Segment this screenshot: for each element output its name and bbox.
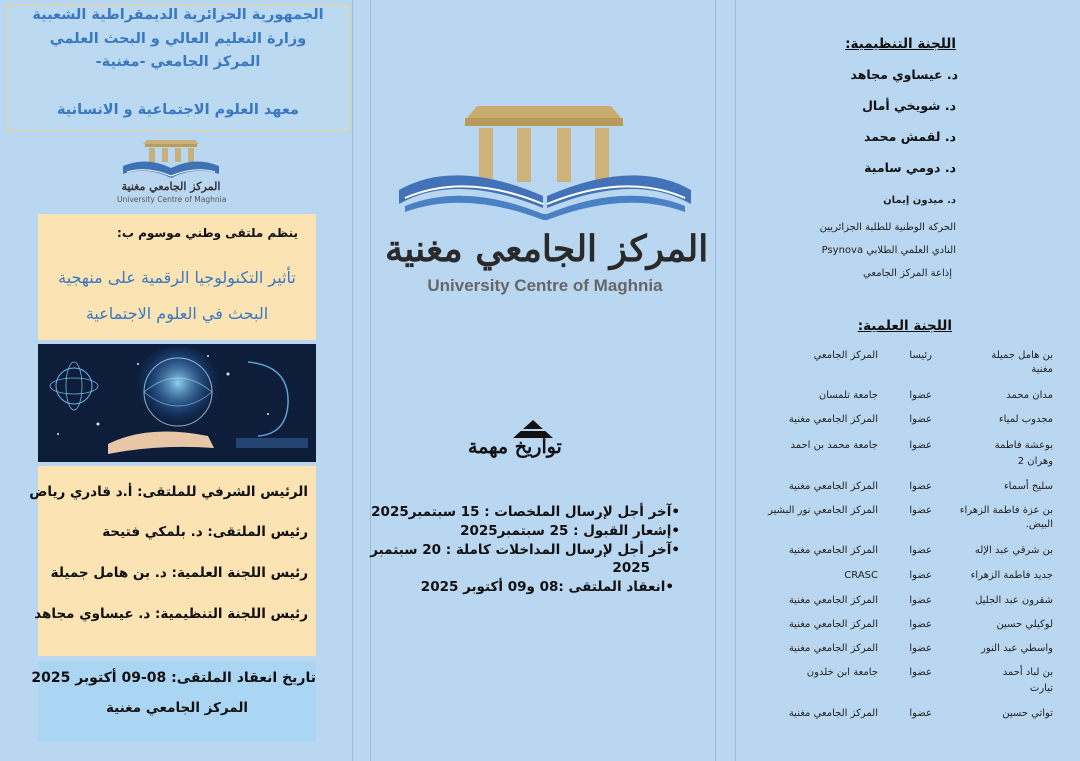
sci-row-name: تواتي حسين <box>1002 708 1053 719</box>
sci-row-name: بوعشة فاطمة <box>994 440 1053 451</box>
sci-row-role: عضوا <box>909 390 932 401</box>
header-line-2: وزارة التعليم العالي و البحث العلمي <box>49 31 307 47</box>
date-item-abstracts: •آخر أجل لإرسال الملخصات : 15 سبتمبر2025 <box>371 504 680 520</box>
column-divider-4 <box>735 0 736 761</box>
conference-title-line-2: البحث في العلوم الاجتماعية <box>85 304 269 323</box>
sci-row-inst: المركز الجامعي مغنية <box>788 481 878 492</box>
column-divider-3 <box>715 0 716 761</box>
organizes-label: ينظم ملتقى وطني موسوم ب: <box>117 226 298 240</box>
large-logo-arabic: المركز الجامعي مغنية <box>385 228 709 270</box>
org-extra-3: إذاعة المركز الجامعي <box>863 268 952 279</box>
column-divider-1 <box>352 0 353 761</box>
sci-row-inst: المركز الجامعي مغنية <box>788 545 878 556</box>
org-extra-2: النادي العلمي الطلابي Psynova <box>821 245 956 256</box>
conference-title-line-1: تأثير التكنولوجيا الرقمية على منهجية <box>58 268 296 287</box>
sci-row-name: البيض. <box>1025 519 1053 530</box>
sci-row-inst: المركز الجامعي <box>813 350 878 361</box>
header-line-4: معهد العلوم الاجتماعية و الانسانية <box>56 102 300 118</box>
sci-row-role: عضوا <box>909 595 932 606</box>
sci-row-name: شقرون عبد الجليل <box>975 595 1053 606</box>
sci-row-name: مغنية <box>1031 364 1053 375</box>
date-item-acceptance: •إشعار القبول : 25 سبتمبر2025 <box>460 523 680 539</box>
conference-place-line: المركز الجامعي مغنية <box>105 700 249 716</box>
sci-row-name: وهران 2 <box>1017 456 1053 467</box>
conference-date-box <box>31 662 316 742</box>
institution-header <box>6 4 350 132</box>
column-divider-2 <box>370 0 371 761</box>
role-scientific-committee-head: رئيس اللجنة العلمية: د. بن هامل جميلة <box>50 565 308 581</box>
sci-row-role: عضوا <box>909 545 932 556</box>
sci-row-inst: المركز الجامعي مغنية <box>788 619 878 630</box>
org-member-4: د. دومي سامية <box>864 160 956 175</box>
sci-row-name: بن عزة فاطمة الزهراء <box>959 505 1053 516</box>
sci-row-name: مدان محمد <box>1006 390 1053 401</box>
sci-row-role: عضوا <box>909 440 932 451</box>
org-member-5: د. ميدون إيمان <box>883 195 956 206</box>
sci-row-name: بن شرقي عبد الإله <box>974 545 1053 556</box>
sci-row-name: بن لباد أحمد <box>1002 667 1053 678</box>
role-conference-president: رئيس الملتقى: د. بلمكي فتيحة <box>102 524 308 540</box>
sci-row-name: تيارت <box>1029 683 1053 694</box>
date-item-conference: •انعقاد الملتقى :08 و09 أكتوبر 2025 <box>420 579 674 595</box>
sci-row-role: عضوا <box>909 708 932 719</box>
sci-row-inst: المركز الجامعي مغنية <box>788 595 878 606</box>
sci-row-role: عضوا <box>909 667 932 678</box>
sci-row-name: سليح أسماء <box>1003 481 1053 492</box>
header-line-1: الجمهورية الجزائرية الديمقراطية الشعبية <box>32 7 324 23</box>
conference-roles-box <box>29 466 316 656</box>
sci-row-inst: المركز الجامعي مغنية <box>788 708 878 719</box>
large-logo-english: University Centre of Maghnia <box>427 276 663 295</box>
sci-row-inst: جامعة تلمسان <box>818 390 878 401</box>
sci-row-name: لوكيلي حسين <box>996 619 1053 630</box>
date-item-full-papers: •آخر أجل لإرسال المداخلات كاملة : 20 سبتمبر <box>370 542 680 558</box>
role-honorary-president: الرئيس الشرفي للملتقى: أ.د قادري رياض <box>29 484 308 500</box>
sci-row-inst: المركز الجامعي مغنية <box>788 643 878 654</box>
digital-technology-image <box>38 344 316 462</box>
role-organizing-committee-head: رئيس اللجنة التنظيمية: د. عيساوي مجاهد <box>34 606 308 622</box>
conference-date-line: تاريخ انعقاد الملتقى: 08-09 أكتوبر 2025 <box>31 670 316 686</box>
org-extra-1: الحركة الوطنية للطلبة الجزائريين <box>819 222 956 233</box>
org-member-3: د. لقمش محمد <box>864 129 956 144</box>
organizing-committee-title: اللجنة التنظيمية: <box>845 36 956 52</box>
sci-row-name: واسطي عبد النور <box>981 643 1053 654</box>
small-logo-arabic: المركز الجامعي مغنية <box>121 180 221 193</box>
university-logo-small <box>117 138 225 206</box>
sci-row-inst: المركز الجامعي نور البشير <box>768 505 878 516</box>
sci-row-role: عضوا <box>909 643 932 654</box>
important-dates-title: تواريخ مهمة <box>468 436 562 458</box>
sci-row-name: بن هامل جميلة <box>991 350 1053 361</box>
university-logo-large <box>385 100 709 310</box>
sci-row-role: عضوا <box>909 414 932 425</box>
sci-row-role: عضوا <box>909 481 932 492</box>
sci-row-role: عضوا <box>909 570 932 581</box>
org-member-1: د. عيساوي مجاهد <box>850 67 958 82</box>
date-item-full-papers-year: 2025 <box>612 560 650 576</box>
scientific-committee-title: اللجنة العلمية: <box>857 318 952 334</box>
small-logo-english: University Centre of Maghnia <box>117 195 227 204</box>
sci-row-inst: جامعة محمد بن احمد <box>790 440 878 451</box>
sci-row-inst: CRASC <box>844 570 878 581</box>
sci-row-inst: جامعة ابن خلدون <box>806 667 878 678</box>
sci-row-name: مجدوب لمياء <box>998 414 1053 425</box>
sci-row-role: رئيسا <box>909 350 932 361</box>
header-line-3: المركز الجامعي -مغنية- <box>95 54 261 70</box>
sci-row-role: عضوا <box>909 619 932 630</box>
conference-title-box <box>38 214 316 340</box>
sci-row-role: عضوا <box>909 505 932 516</box>
sci-row-name: جديد فاطمة الزهراء <box>970 570 1053 581</box>
org-member-2: د. شويخي أمال <box>862 98 956 113</box>
sci-row-inst: المركز الجامعي مغنية <box>788 414 878 425</box>
